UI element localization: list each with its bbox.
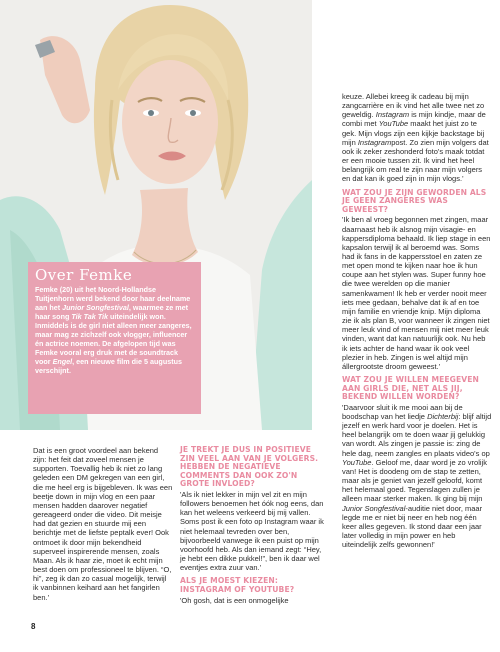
question-heading-instagram-youtube: ALS JE MOEST KIEZEN: INSTAGRAM OF YOUTUBE? <box>180 576 295 594</box>
page-number: 8 <box>31 622 36 631</box>
middle-column <box>180 446 328 605</box>
question-heading-comments: JE TREKT JE DUS IN POSITIEVE ZIN VEEL AAN VAN JE VOLGERS. HEBBEN DE NEGATIEVE COMMENTS DAN OOK ZO'N GROTE INVLOED? <box>180 445 319 489</box>
about-title: Over Femke <box>35 266 133 284</box>
right-paragraph-2: 'Ik ben al vroeg begonnen met zingen, maar daarnaast heb ik alsnog mijn visagie- en kappersdiploma behaald. Ik liep stage in een kapsalon terwijl ik al beroemd was. Soms had ik fans in de kappersstoel en zaten ze met open mond te kijken naar hoe ik hun coupe aan het stylen was. Super funny hoe die twee werelden op die manier samenkwamen! Ik heb er verder nooit meer iets mee gedaan, behalve dat ik af en toe mijn familie en vriendje knip. Mijn diploma zie ik als plan B, voor wanneer ik zingen niet meer leuk vind of mensen mij niet meer leuk vinden, want dat kan natuurlijk ook. Nu heb ik iets achter de hand waar ik ook veel plezier in heb. Zingen is wel altijd mijn állergrootste droom geweest.' <box>342 215 491 371</box>
middle-paragraph-1: 'Als ik niet lekker in mijn vel zit en mijn followers benoemen het óók nog eens, dan kan het weleens verkeerd bij mij vallen. Soms post ik een foto op Instagram waar ik niet helemaal tevreden over ben, bijvoorbeeld vanwege ik een puist op mijn voorhoofd heb. Als dan iemand zegt: “Hey, je hebt een dikke pukkel!”, ben ik daar wel eventjes extra zuur van.' <box>180 489 324 573</box>
right-column <box>342 92 492 549</box>
left-column <box>33 446 173 602</box>
right-paragraph-1: keuze. Allebei kreeg ik cadeau bij mijn zangcarrière en ik vind het alle twee net zo geweldig. Instagram is mijn kindje, maar de combi met YouTube maakt het juist zo te gek. Mijn vlogs zijn een kijkje backstage bij mijn Instagrampost. Zo zien mijn volgers dat ook ik zeker zeshonderd foto's maak totdat er een mooie tussen zit. Ik vind het heel belangrijk om real te zijn naar mijn volgers en dat kan ik goed zijn in mijn vlogs.' <box>342 92 489 184</box>
middle-paragraph-2: 'Oh gosh, dat is een onmogelijke <box>180 595 289 605</box>
right-paragraph-3: 'Daarvoor sluit ik me mooi aan bij de boodschap van het liedje Dichterbij: blijf altijd jezelf en werk hard voor je doelen. Het is heel belangrijk om te doen waar jij gelukkig van wordt. Als zingen je passie is: zing de hele dag, neem zangles en plaats video's op YouTube. Geloof me, daar word je zo vrolijk van! Het is doodeng om de stap te zetten, maar als je geniet van jezelf geloofd, komt het helemaal goed. Tegenslagen zullen je alleen maar sterker maken. Ik ging bij mijn Junior Songfestival-auditie niet door, maar legde me er niet bij neer en heb nog één keer alles gegeven. Ik stond daar een jaar later volledig in mijn power en heb uiteindelijk zelfs gewonnen!' <box>342 402 492 550</box>
question-heading-career: WAT ZOU JE ZIJN GEWORDEN ALS JE GEEN ZANGERES WAS GEWEEST? <box>342 187 487 214</box>
left-paragraph-1: Dat is een groot voordeel aan bekend zijn: het feit dat zoveel mensen je supporten. Toevallig heb ik niet zo lang geleden een DM gekregen van een girl, die me heel erg is bijgebleven. Ik was een beetje down in mijn vlog en een paar mensen hadden daarover negatief gereageerd onder die video. Dit meisje had dat gezien en stuurde mij een berichtje met de liefste peptalk ever! Ook ontmoet ik door mijn bekendheid superveel inspirerende mensen, zoals Maan. Als ik haar zie, moet ik echt mijn best doen om professioneel te blijven. “O, hi”, zeg ik dan zo casual mogelijk, terwijl ik vanbinnen keihard aan het fangirlen ben.' <box>33 446 173 602</box>
about-text: Femke (20) uit het Noord-Hollandse Tuitjenhorn werd bekend door haar deelname aan het Junior Songfestival, waarmee ze met haar song Tik Tak Tik uiteindelijk won. Inmiddels is de girl niet alleen meer zangeres, maar mag ze zichzelf ook vlogger, influencer én actrice noemen. De afgelopen tijd was Femke vooral erg druk met de soundtrack voor Engel, een nieuwe film die 5 augustus verschijnt. <box>35 285 192 376</box>
about-femke-box <box>28 262 201 414</box>
question-heading-advice: WAT ZOU JE WILLEN MEEGEVEN AAN GIRLS DIE, NET ALS JIJ, BEKEND WILLEN WORDEN? <box>342 375 480 402</box>
